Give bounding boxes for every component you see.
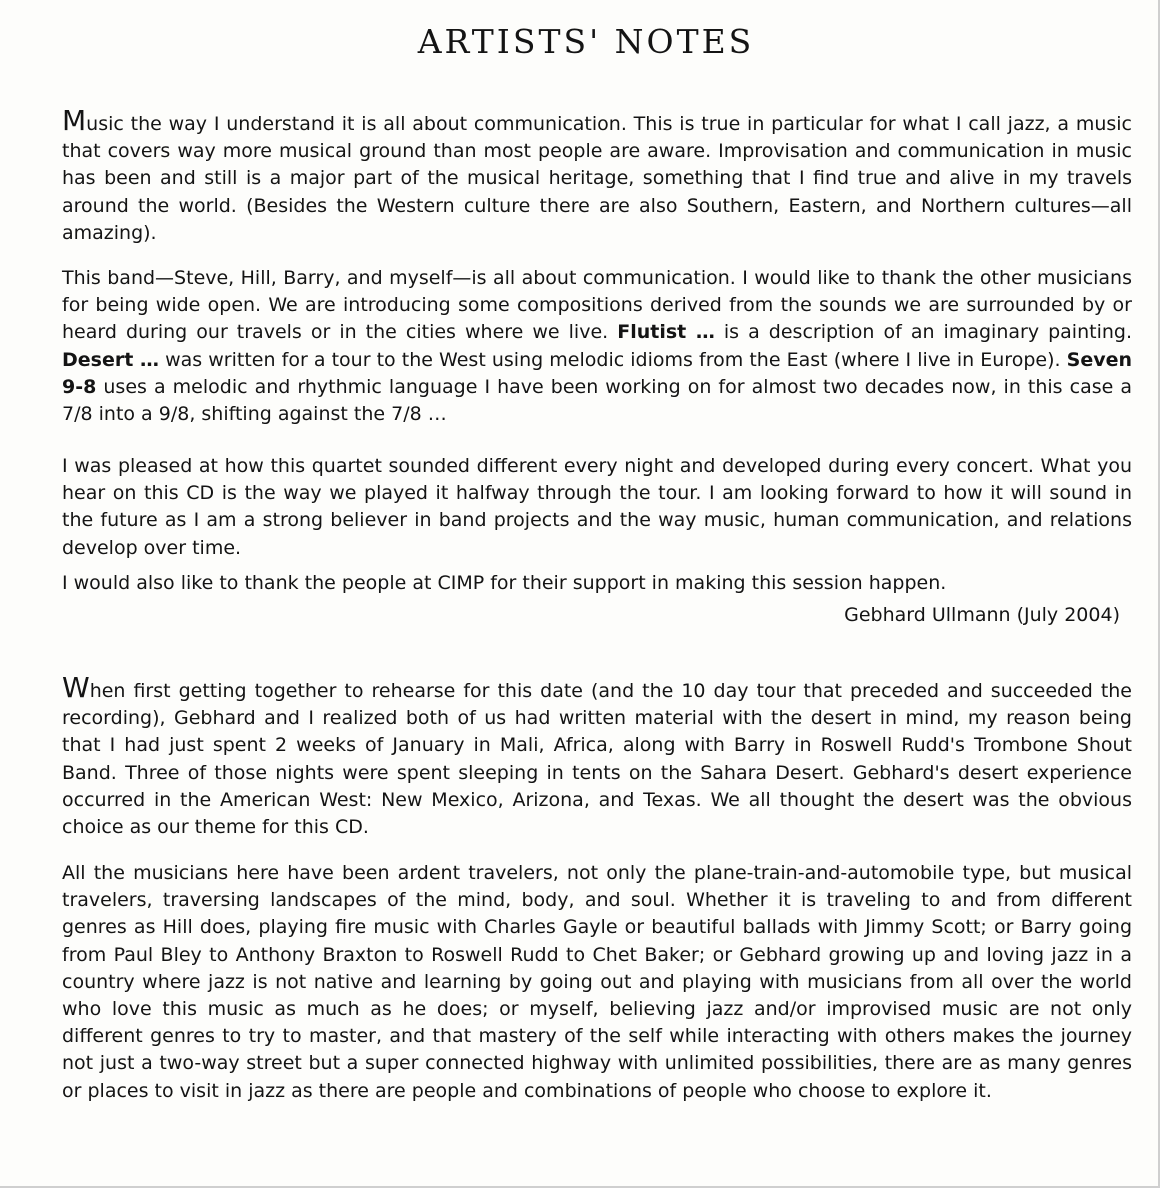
ullmann-paragraph-1 [62,104,1132,247]
page-title: ARTISTS' NOTES [417,22,755,61]
track-title-flutist: Flutist … [617,321,715,344]
ullmann-paragraph-2 [62,265,1132,428]
ullmann-paragraph-3: I was pleased at how this quartet sounded different every night and developed during every concert. What you hear on this CD is the way we played it halfway through the tour. I am looking forward to how it will sound in the future as I am a strong believer in band projects and the way music, human communication, and relations develop over time. [62,455,1132,559]
paragraph-text: was written for a tour to the West using melodic idioms from the East (where I live in Europe). [165,348,1061,371]
second-notes-paragraph-2: All the musicians here have been ardent travelers, not only the plane-train-and-automobile type, but musical travelers, traversing landscapes of the mind, body, and soul. Whether it is traveling to and from different genres as Hill does, playing fire music with Charles Gayle or beautiful ballads with Jimmy Scott; or Barry going from Paul Bley to Anthony Braxton to Roswell Rudd to Chet Baker; or Gebhard growing up and loving jazz in a country where jazz is not native and learning by going out and playing with musicians from all over the world who love this music as much as he does; or myself, believing jazz and/or improvised music are not only different genres to try to master, and that mastery of the self while interacting with others makes the journey not just a two-way street but a super connected highway with unlimited possibilities, there are as many genres or places to visit in jazz as there are people and combinations of people who choose to explore it. [62,862,1132,1102]
signature: Gebhard Ullmann (July 2004) [844,604,1120,626]
paragraph-text: usic the way I understand it is all about communication. This is true in particular for what I call jazz, a music that covers way more musical ground than most people are aware. Improvisation and communication in music has been and still is a major part of the musical heritage, something that I find true and alive in my travels around the world. (Besides the Western culture there are also Southern, Eastern, and Northern cultures—all amazing). [62,113,1132,244]
ullmann-paragraph-4: I would also like to thank the people at CIMP for their support in making this session happen. [62,572,947,594]
track-title-desert: Desert … [62,348,159,371]
paragraph-text: This band—Steve, Hill, Barry, and myself—is all about communication. I would like to thank the other musicians for being wide open. We are introducing some compositions derived from the sounds we are surrounded by or heard during our travels or in the cities where we live. [62,267,1132,344]
drop-cap: M [62,104,87,137]
drop-cap: W [62,671,90,704]
paragraph-text: uses a melodic and rhythmic language I have been working on for almost two decades now, in this case a 7/8 into a 9/8, shifting against the 7/8 … [62,375,1133,426]
track-title-seven-9-8: Seven 9-8 [62,348,1133,398]
paragraph-text: is a description of an imaginary painting. [723,321,1132,344]
second-notes-paragraph-1 [62,671,1132,841]
paragraph-text: hen first getting together to rehearse for this date (and the 10 day tour that preceded and succeeded the recording), Gebhard and I realized both of us had written material with the desert in mind, my reason being that I had just spent 2 weeks of January in Mali, Africa, along with Barry in Roswell Rudd's Trombone Shout Band. Three of those nights were spent sleeping in tents on the Sahara Desert. Gebhard's desert experience occurred in the American West: New Mexico, Arizona, and Texas. We all thought the desert was the obvious choice as our theme for this CD. [62,680,1132,839]
